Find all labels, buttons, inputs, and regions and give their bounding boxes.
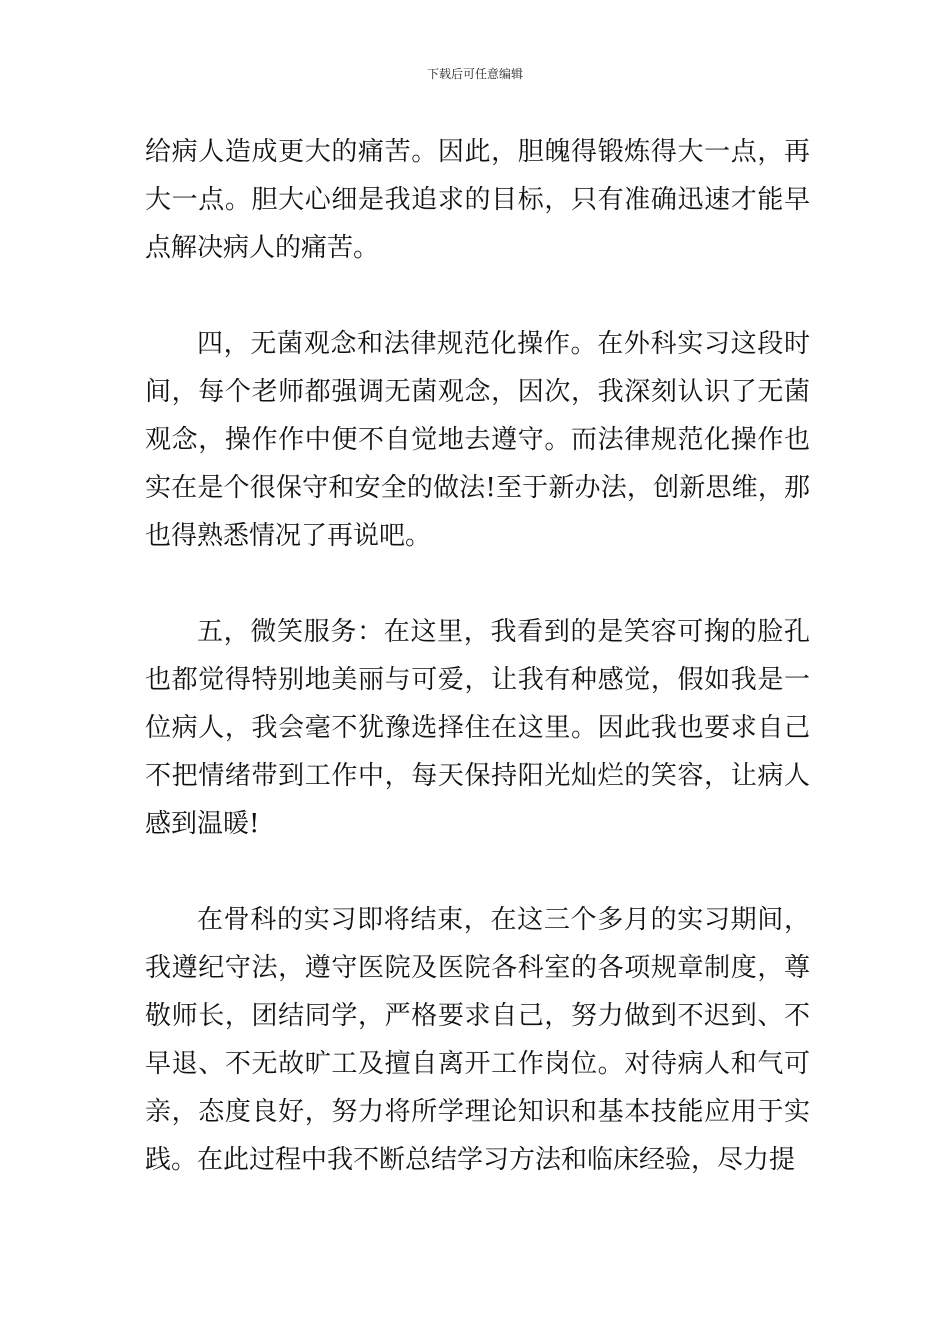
paragraph-orthopedics-summary: 在骨科的实习即将结束，在这三个多月的实习期间，我遵纪守法，遵守医院及医院各科室的各项规章制度，尊敬师长，团结同学，严格要求自己，努力做到不迟到、不早退、不无故旷工及擅自离开工作岗位。对待病人和气可亲，态度良好，努力将所学理论知识和基本技能应用于实践。在此过程中我不断总结学习方法和临床经验，尽力提 bbox=[145, 905, 810, 1175]
paragraph-continuation: 给病人造成更大的痛苦。因此，胆魄得锻炼得大一点，再大一点。胆大心细是我追求的目标，只有准确迅速才能早点解决病人的痛苦。 bbox=[145, 137, 810, 263]
paragraph-spacer bbox=[145, 848, 810, 896]
page-header-note: 下载后可任意编辑 bbox=[426, 67, 523, 81]
paragraph-aseptic-concept: 四，无菌观念和法律规范化操作。在外科实习这段时间，每个老师都强调无菌观念，因次，我深刻认识了无菌观念，操作作中便不自觉地去遵守。而法律规范化操作也实在是个很保守和安全的做法!至于新办法，创新思维，那也得熟悉情况了再说吧。 bbox=[145, 329, 810, 551]
paragraph-spacer bbox=[145, 272, 810, 320]
paragraph-smile-service: 五，微笑服务：在这里，我看到的是笑容可掬的脸孔也都觉得特别地美丽与可爱，让我有种感觉，假如我是一位病人，我会毫不犹豫选择住在这里。因此我也要求自己不把情绪带到工作中，每天保持阳光灿烂的笑容，让病人感到温暖! bbox=[145, 617, 810, 839]
document-body bbox=[145, 128, 810, 1184]
paragraph-spacer bbox=[145, 560, 810, 608]
